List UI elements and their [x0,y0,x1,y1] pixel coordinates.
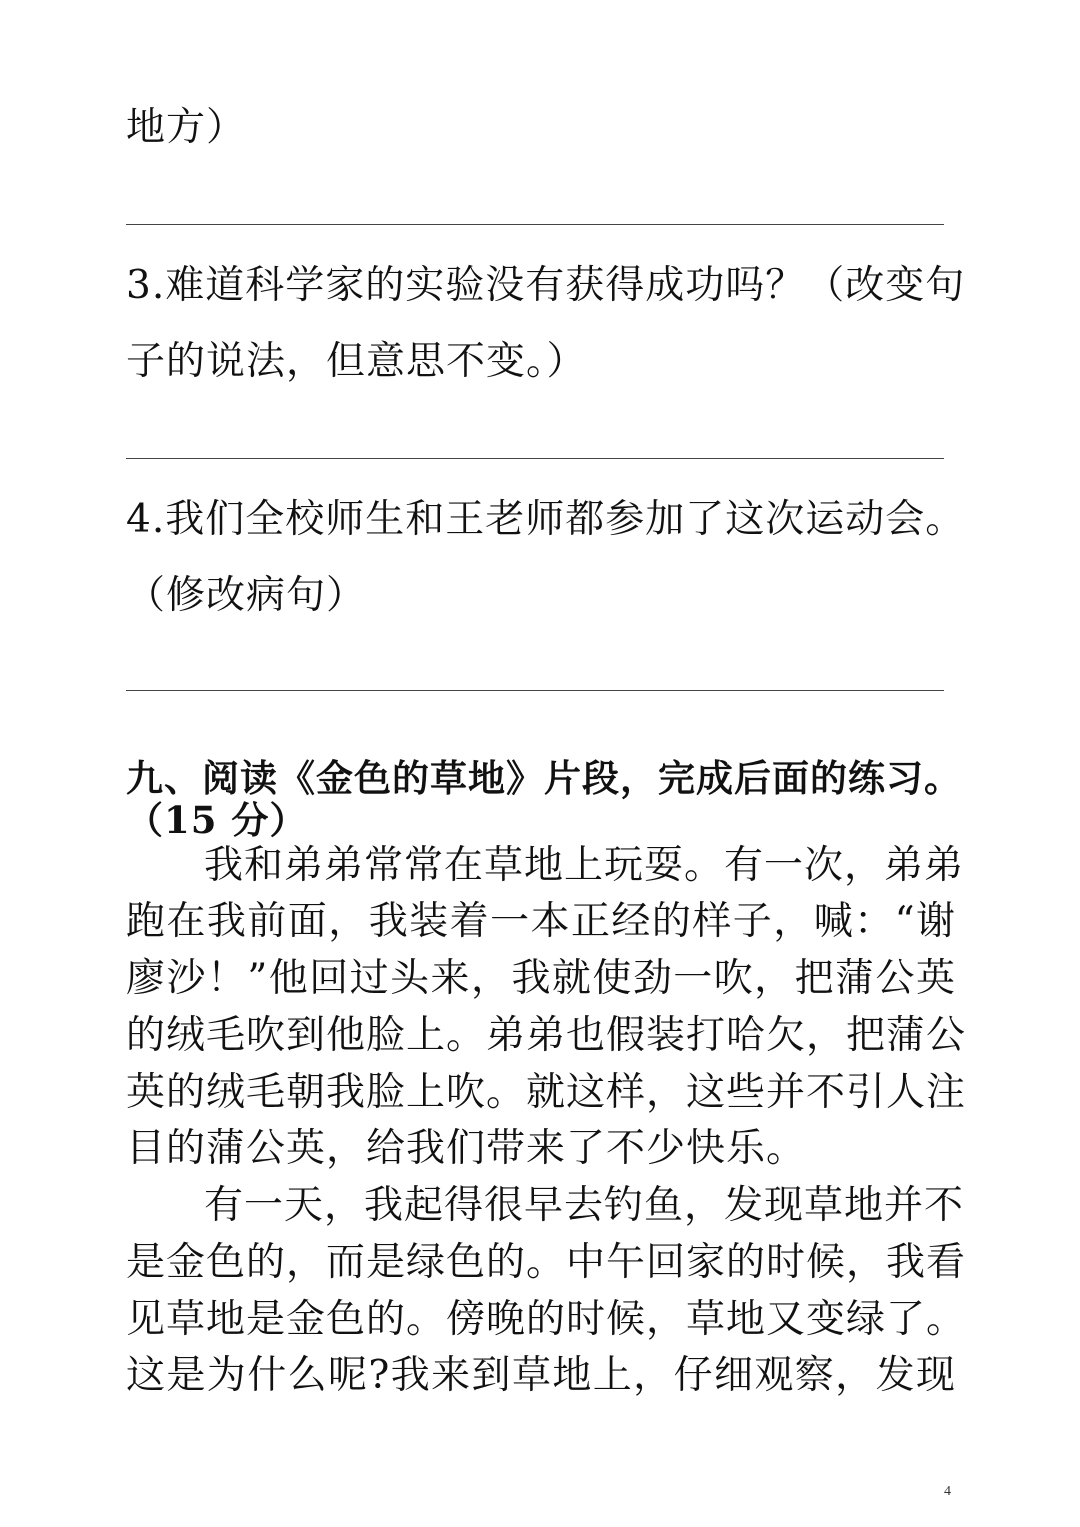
question-3-line-1: 3.难道科学家的实验没有获得成功吗？（改变句 [126,263,966,308]
passage-line: 有一天，我起得很早去钓鱼，发现草地并不 [204,1183,965,1228]
section-heading: 九、阅读《金色的草地》片段，完成后面的练习。 [126,756,962,800]
passage-line: 目的蒲公英，给我们带来了不少快乐。 [126,1126,807,1171]
passage-line: 英的绒毛朝我脸上吹。就这样，这些并不引人注 [126,1070,967,1115]
passage-line: 见草地是金色的。傍晚的时候，草地又变绿了。 [126,1297,967,1342]
answer-line[interactable] [126,458,944,459]
section-score: （15 分） [126,798,308,842]
passage-line: 这是为什么呢?我来到草地上，仔细观察，发现 [126,1353,956,1398]
passage-line: 我和弟弟常常在草地上玩耍。有一次，弟弟 [204,843,965,888]
passage-line: 的绒毛吹到他脸上。弟弟也假装打哈欠，把蒲公 [126,1013,967,1058]
passage-line: 廖沙！”他回过头来，我就使劲一吹，把蒲公英 [126,956,956,1001]
answer-line[interactable] [126,690,944,691]
question-4-line-1: 4.我们全校师生和王老师都参加了这次运动会。 [126,497,966,542]
continued-line: 地方） [126,105,247,150]
page-number: 4 [944,1484,951,1499]
answer-line[interactable] [126,224,944,225]
passage-line: 跑在我前面，我装着一本正经的样子，喊：“谢 [126,899,956,944]
question-3-line-2: 子的说法，但意思不变。） [126,339,587,384]
question-4-line-2: （修改病句） [126,573,367,618]
passage-line: 是金色的，而是绿色的。中午回家的时候，我看 [126,1240,967,1285]
